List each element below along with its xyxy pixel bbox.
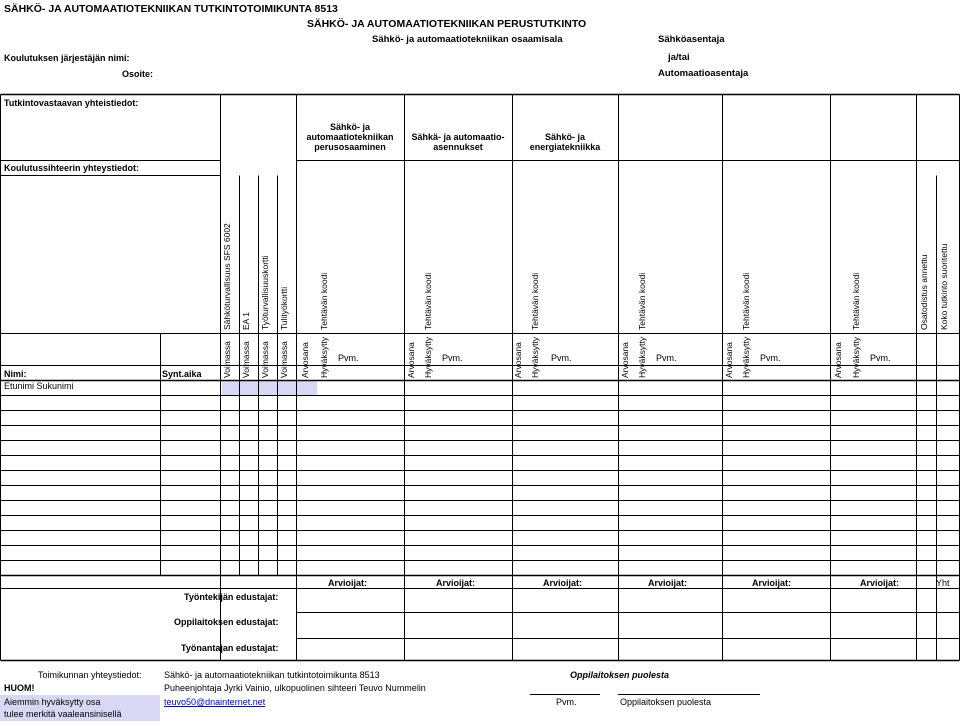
header-title-or: ja/tai <box>668 52 690 63</box>
vheader-grade-4: Arvosana <box>620 342 630 378</box>
vheader-task-code-4: Tehtävän koodi <box>637 272 647 330</box>
vheader-electrical-safety: Sähköturvallisuus SFS 6002 <box>222 223 232 330</box>
assessors-label-1: Arvioijat: <box>328 578 368 588</box>
vheader-grade-2: Arvosana <box>406 342 416 378</box>
vheader-accepted-5: Hyväksytty <box>741 336 751 378</box>
note-line2: tulee merkitä vaaleansinisellä <box>4 709 122 719</box>
vheader-accepted-2: Hyväksytty <box>423 336 433 378</box>
employer-reps-label: Työnantajan edustajat: <box>181 643 279 653</box>
vheader-work-safety-card: Työturvallisuuskortti <box>260 255 270 330</box>
header-line2: SÄHKÖ- JA AUTOMAATIOTEKNIIKAN PERUSTUTKINTO <box>307 18 587 30</box>
signature-date-line <box>530 694 600 695</box>
vheader-complete-degree: Koko tutkinto suoritettu <box>939 243 949 330</box>
employee-reps-label: Työntekijän edustajat: <box>184 592 279 602</box>
committee-contact-label: Toimikunnan yhteystiedot: <box>38 670 142 680</box>
vheader-ea1: EA 1 <box>241 312 251 330</box>
assessors-label-6: Arvioijat: <box>860 578 900 588</box>
vheader-accepted-3: Hyväksytty <box>530 336 540 378</box>
total-label: Yht <box>936 578 950 588</box>
header-title-automation: Automaatioasentaja <box>658 68 749 79</box>
first-row-name[interactable]: Etunimi Sukunimi <box>4 381 74 391</box>
signature-school-line <box>618 694 760 695</box>
note-line1: Aiemmin hyväksytty osa <box>4 697 101 707</box>
vheader-grade-5: Arvosana <box>724 342 734 378</box>
address-label: Osoite: <box>122 69 154 79</box>
vheader-partial-certificate: Osatodistus annettu <box>919 254 929 330</box>
header-line3: Sähkö- ja automaatiotekniikan osaamisala <box>372 34 563 45</box>
header-title-electrician: Sähköasentaja <box>658 34 725 45</box>
signature-date-label: Pvm. <box>556 697 577 707</box>
note-title: HUOM! <box>4 683 35 693</box>
committee-name: Sähkö- ja automaatiotekniikan tutkintotoimikunta 8513 <box>164 670 380 680</box>
vheader-task-code-6: Tehtävän koodi <box>851 272 861 330</box>
first-row-highlight <box>222 380 317 395</box>
vheader-task-code-5: Tehtävän koodi <box>741 272 751 330</box>
school-reps-label: Oppilaitoksen edustajat: <box>174 617 279 627</box>
name-column-header: Nimi: <box>4 369 27 379</box>
vheader-accepted-4: Hyväksytty <box>637 336 647 378</box>
vheader-valid-2: Voimassa <box>241 341 251 378</box>
assessors-label-4: Arvioijat: <box>648 578 688 588</box>
module-heading-basics: Sähkö- ja automaatiotekniikan perusosaaminen <box>306 122 394 152</box>
vheader-grade-3: Arvosana <box>513 342 523 378</box>
module-heading-installations: Sähkä- ja automaatio- asennukset <box>411 132 505 152</box>
date-col-6: Pvm. <box>870 353 891 363</box>
assessors-label-5: Arvioijat: <box>752 578 792 588</box>
vheader-grade-6: Arvosana <box>833 342 843 378</box>
date-col-2: Pvm. <box>442 353 463 363</box>
school-side-heading: Oppilaitoksen puolesta <box>570 670 670 680</box>
date-col-1: Pvm. <box>338 353 359 363</box>
vheader-hot-work-card: Tulityökortti <box>279 286 289 330</box>
coordinator-contact-label: Koulutussihteerin yhteystiedot: <box>4 163 140 173</box>
vheader-task-code-2: Tehtävän koodi <box>423 272 433 330</box>
committee-chair: Puheenjohtaja Jyrki Vainio, ulkopuolinen sihteeri Teuvo Nummelin <box>164 683 426 693</box>
vheader-grade-1: Arvosana <box>300 342 310 378</box>
date-col-5: Pvm. <box>760 353 781 363</box>
responsible-contact-label: Tutkintovastaavan yhteistiedot: <box>4 98 139 108</box>
vheader-valid-4: Voimassa <box>279 341 289 378</box>
assessors-label-2: Arvioijat: <box>436 578 476 588</box>
date-col-4: Pvm. <box>656 353 677 363</box>
vheader-accepted-1: Hyväksytty <box>319 336 329 378</box>
vheader-accepted-6: Hyväksytty <box>851 336 861 378</box>
organizer-label: Koulutuksen järjestäjän nimi: <box>4 53 130 63</box>
birth-column-header: Synt.aika <box>162 369 202 379</box>
committee-email-link[interactable]: teuvo50@dnainternet.net <box>164 697 266 707</box>
vheader-valid-1: Voimassa <box>222 341 232 378</box>
date-col-3: Pvm. <box>551 353 572 363</box>
vheader-task-code-3: Tehtävän koodi <box>530 272 540 330</box>
signature-school-label: Oppilaitoksen puolesta <box>620 697 712 707</box>
assessors-label-3: Arvioijat: <box>543 578 583 588</box>
module-heading-energy: Sähkö- ja energiatekniikka <box>529 132 601 152</box>
header-line1: SÄHKÖ- JA AUTOMAATIOTEKNIIKAN TUTKINTOTOIMIKUNTA 8513 <box>4 3 338 15</box>
vheader-valid-3: Voimassa <box>260 341 270 378</box>
vheader-task-code-1: Tehtävän koodi <box>319 272 329 330</box>
